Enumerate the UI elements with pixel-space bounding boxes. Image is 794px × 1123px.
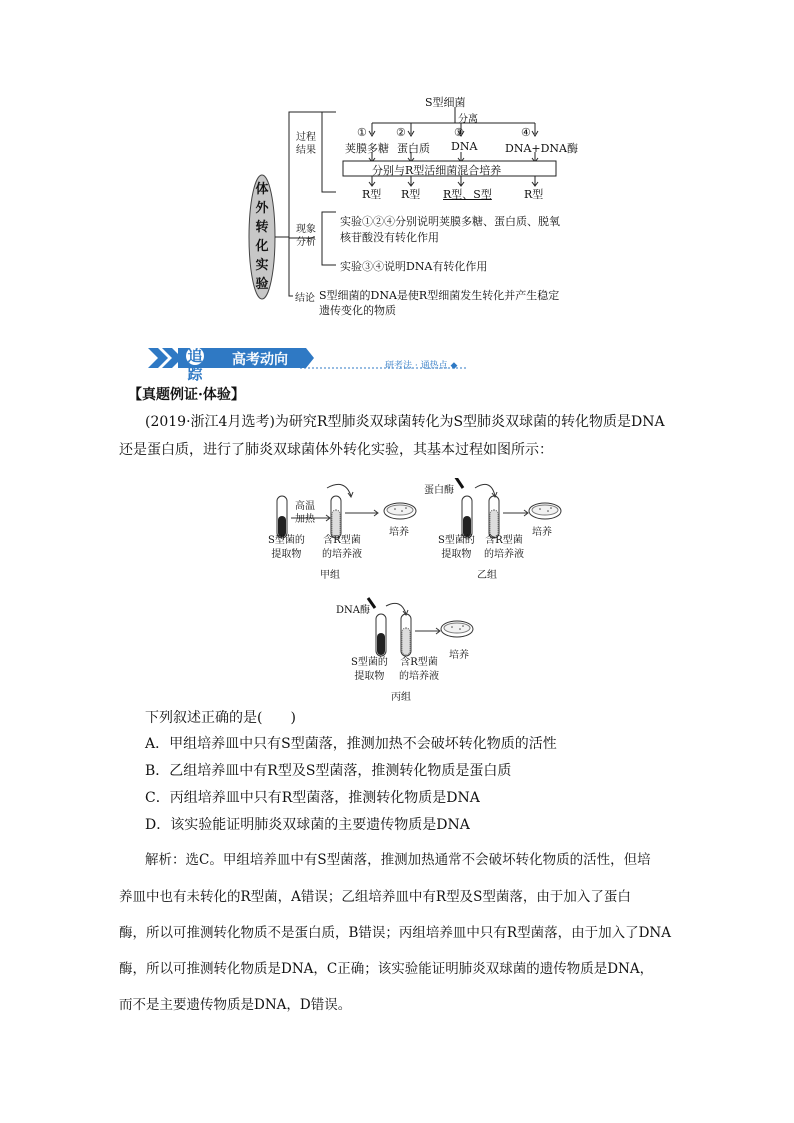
question-source: (2019·浙江4月选考) [145, 414, 275, 430]
banner-right: 研考法 · 通热点 ◆ [385, 361, 458, 371]
analysis-2: 实验③④说明DNA有转化作用 [340, 260, 488, 273]
group-a-culture: 培养 [389, 527, 409, 538]
result-2: R型 [401, 188, 421, 201]
analysis-line-4: 酶，所以可推测转化物质是DNA，C正确；该实验能证明肺炎双球菌的遗传物质是DNA， [119, 961, 654, 977]
group-b-tube2: 含R型菌 的培养液 [484, 535, 524, 560]
component-3: DNA [451, 140, 478, 153]
group-b-name: 乙组 [477, 570, 497, 581]
option-c: C．丙组培养皿中只有R型菌落，推测转化物质是DNA [145, 790, 480, 806]
top-label: S型细菌 [425, 96, 466, 109]
analysis-line-1: 解析：选C。甲组培养皿中有S型菌落，推测加热通常不会破坏转化物质的活性，但培 [145, 852, 651, 868]
group-c-tube1: S型菌的 提取物 [351, 657, 388, 682]
num-1: ① [357, 126, 367, 139]
analysis-line-2: 养皿中也有未转化的R型菌，A错误；乙组培养皿中有R型及S型菌落，由于加入了蛋白 [119, 889, 631, 905]
option-b: B．乙组培养皿中有R型及S型菌落，推测转化物质是蛋白质 [145, 763, 512, 779]
group-c-name: 丙组 [391, 692, 411, 703]
top-sub: 分离 [458, 114, 478, 125]
analysis-line-3: 酶，所以可推测转化物质不是蛋白质，B错误；丙组培养皿中只有R型菌落，由于加入了DNA [119, 925, 671, 941]
num-2: ② [396, 126, 406, 139]
result-3: R型、S型 [443, 188, 492, 201]
option-a: A．甲组培养皿中只有S型菌落，推测加热不会破坏转化物质的活性 [145, 736, 557, 752]
root-label: 体外转化实验 [255, 182, 269, 292]
conclusion-b: 遗传变化的物质 [319, 304, 396, 317]
analysis-1a: 实验①②④分别说明荚膜多糖、蛋白质、脱氧 [340, 215, 560, 228]
result-4: R型 [524, 188, 544, 201]
question-stem-2: 还是蛋白质，进行了肺炎双球菌体外转化实验，其基本过程如图所示： [119, 442, 553, 458]
question-header: 【真题例证·体验】 [128, 387, 245, 403]
component-2: 蛋白质 [397, 142, 430, 155]
num-3: ③ [454, 126, 464, 139]
component-4: DNA+DNA酶 [505, 142, 578, 155]
analysis-1b: 核苷酸没有转化作用 [340, 231, 439, 244]
group-a-tube2: 含R型菌 的培养液 [322, 535, 362, 560]
group-c-culture: 培养 [449, 650, 469, 661]
group-a-tube1: S型菌的 提取物 [268, 535, 305, 560]
option-d: D．该实验能证明肺炎双球菌的主要遗传物质是DNA [145, 817, 470, 833]
analysis-line-5: 而不是主要遗传物质是DNA，D错误。 [119, 997, 352, 1013]
result-1: R型 [362, 188, 382, 201]
branch-phenomenon: 现象 分析 [296, 224, 316, 248]
group-c-tube2: 含R型菌 的培养液 [399, 657, 439, 682]
group-b-reagent: 蛋白酶 [424, 485, 454, 496]
component-1: 荚膜多糖 [345, 142, 389, 155]
conclusion-a: S型细菌的DNA是使R型细菌发生转化并产生稳定 [319, 289, 560, 302]
group-c-reagent: DNA酶 [336, 605, 370, 616]
group-a-name: 甲组 [320, 570, 340, 581]
group-b-culture: 培养 [532, 527, 552, 538]
question-stem-1: 为研究R型肺炎双球菌转化为S型肺炎双球菌的转化物质是DNA [274, 414, 665, 430]
group-b-tube1: S型菌的 提取物 [438, 535, 475, 560]
banner-title-2: 高考动向 [232, 352, 288, 368]
mix-box-label: 分别与R型活细菌混合培养 [372, 164, 502, 177]
banner-title-1: 追踪 [187, 347, 203, 383]
branch-conclusion: 结论 [295, 293, 315, 304]
question-prompt: 下列叙述正确的是( ) [145, 710, 296, 726]
branch-process: 过程 结果 [296, 132, 316, 156]
num-4: ④ [521, 126, 531, 139]
group-a-treatment: 高温 加热 [295, 501, 315, 525]
